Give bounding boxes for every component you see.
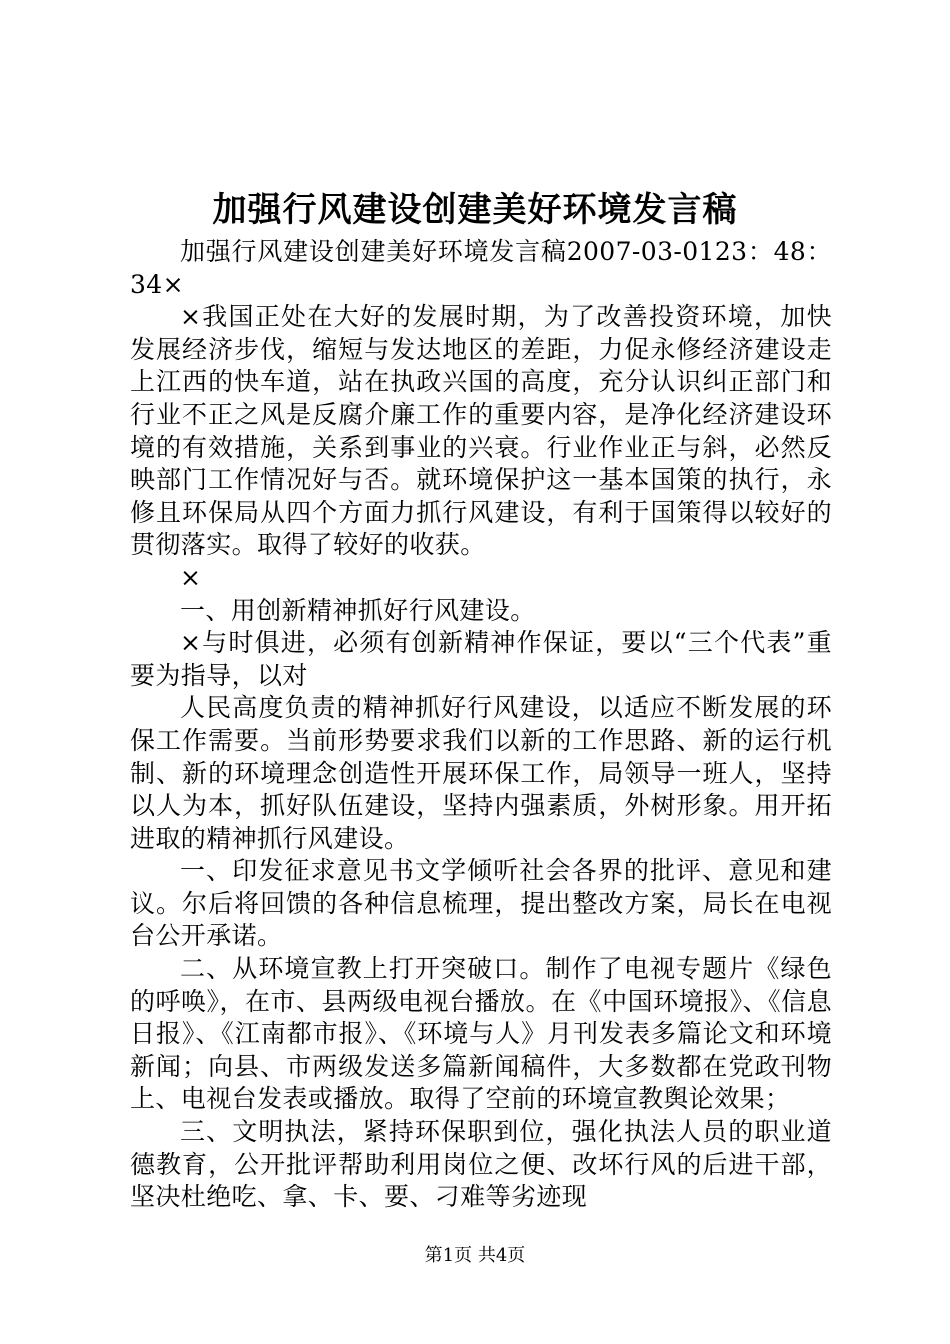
document-body	[130, 236, 832, 1214]
document-title: 加强行风建设创建美好环境发言稿	[212, 190, 738, 230]
paragraph: ×与时俱进，必须有创新精神作保证，要以“三个代表”重要为指导，以对	[130, 628, 832, 690]
paragraph: 一、用创新精神抓好行风建设。	[180, 595, 536, 625]
paragraph: ×	[180, 562, 202, 592]
paragraph: 三、文明执法，紧持环保职到位，强化执法人员的职业道德教育，公开批评帮助利用岗位之便、改坏行风的后进干部，坚决杜绝吃、拿、卡、要、刁难等劣迹现	[130, 1117, 832, 1212]
paragraph: 二、从环境宣教上打开突破口。制作了电视专题片《绿色的呼唤》，在市、县两级电视台播放。在《中国环境报》、《信息日报》、《江南都市报》、《环境与人》月刊发表多篇论文和环境新闻；向县、市两级发送多篇新闻稿件，大多数都在党政刊物上、电视台发表或播放。取得了空前的环境宣教舆论效果；	[130, 954, 832, 1114]
page-footer: 第1页 共4页	[424, 1245, 526, 1266]
paragraph: 人民高度负责的精神抓好行风建设，以适应不断发展的环保工作需要。当前形势要求我们以新的工作思路、新的运行机制、新的环境理念创造性开展环保工作，局领导一班人，坚持以人为本，抓好队伍建设，坚持内强素质，外树形象。用开拓进取的精神抓行风建设。	[130, 693, 832, 853]
paragraph: ×我国正处在大好的发展时期，为了改善投资环境，加快发展经济步伐，缩短与发达地区的差距，力促永修经济建设走上江西的快车道，站在执政兴国的高度，充分认识纠正部门和行业不正之风是反腐介廉工作的重要内容，是净化经济建设环境的有效措施，关系到事业的兴衰。行业作业正与斜，必然反映部门工作情况好与否。就环境保护这一基本国策的执行，永修且环保局从四个方面力抓行风建设，有利于国策得以较好的贯彻落实。取得了较好的收获。	[130, 302, 832, 560]
paragraph: 一、印发征求意见书文学倾听社会各界的批评、意见和建议。尔后将回馈的各种信息梳理，提出整改方案，局长在电视台公开承诺。	[130, 856, 832, 951]
paragraph: 加强行风建设创建美好环境发言稿2007-03-0123：48：34×	[130, 237, 832, 299]
